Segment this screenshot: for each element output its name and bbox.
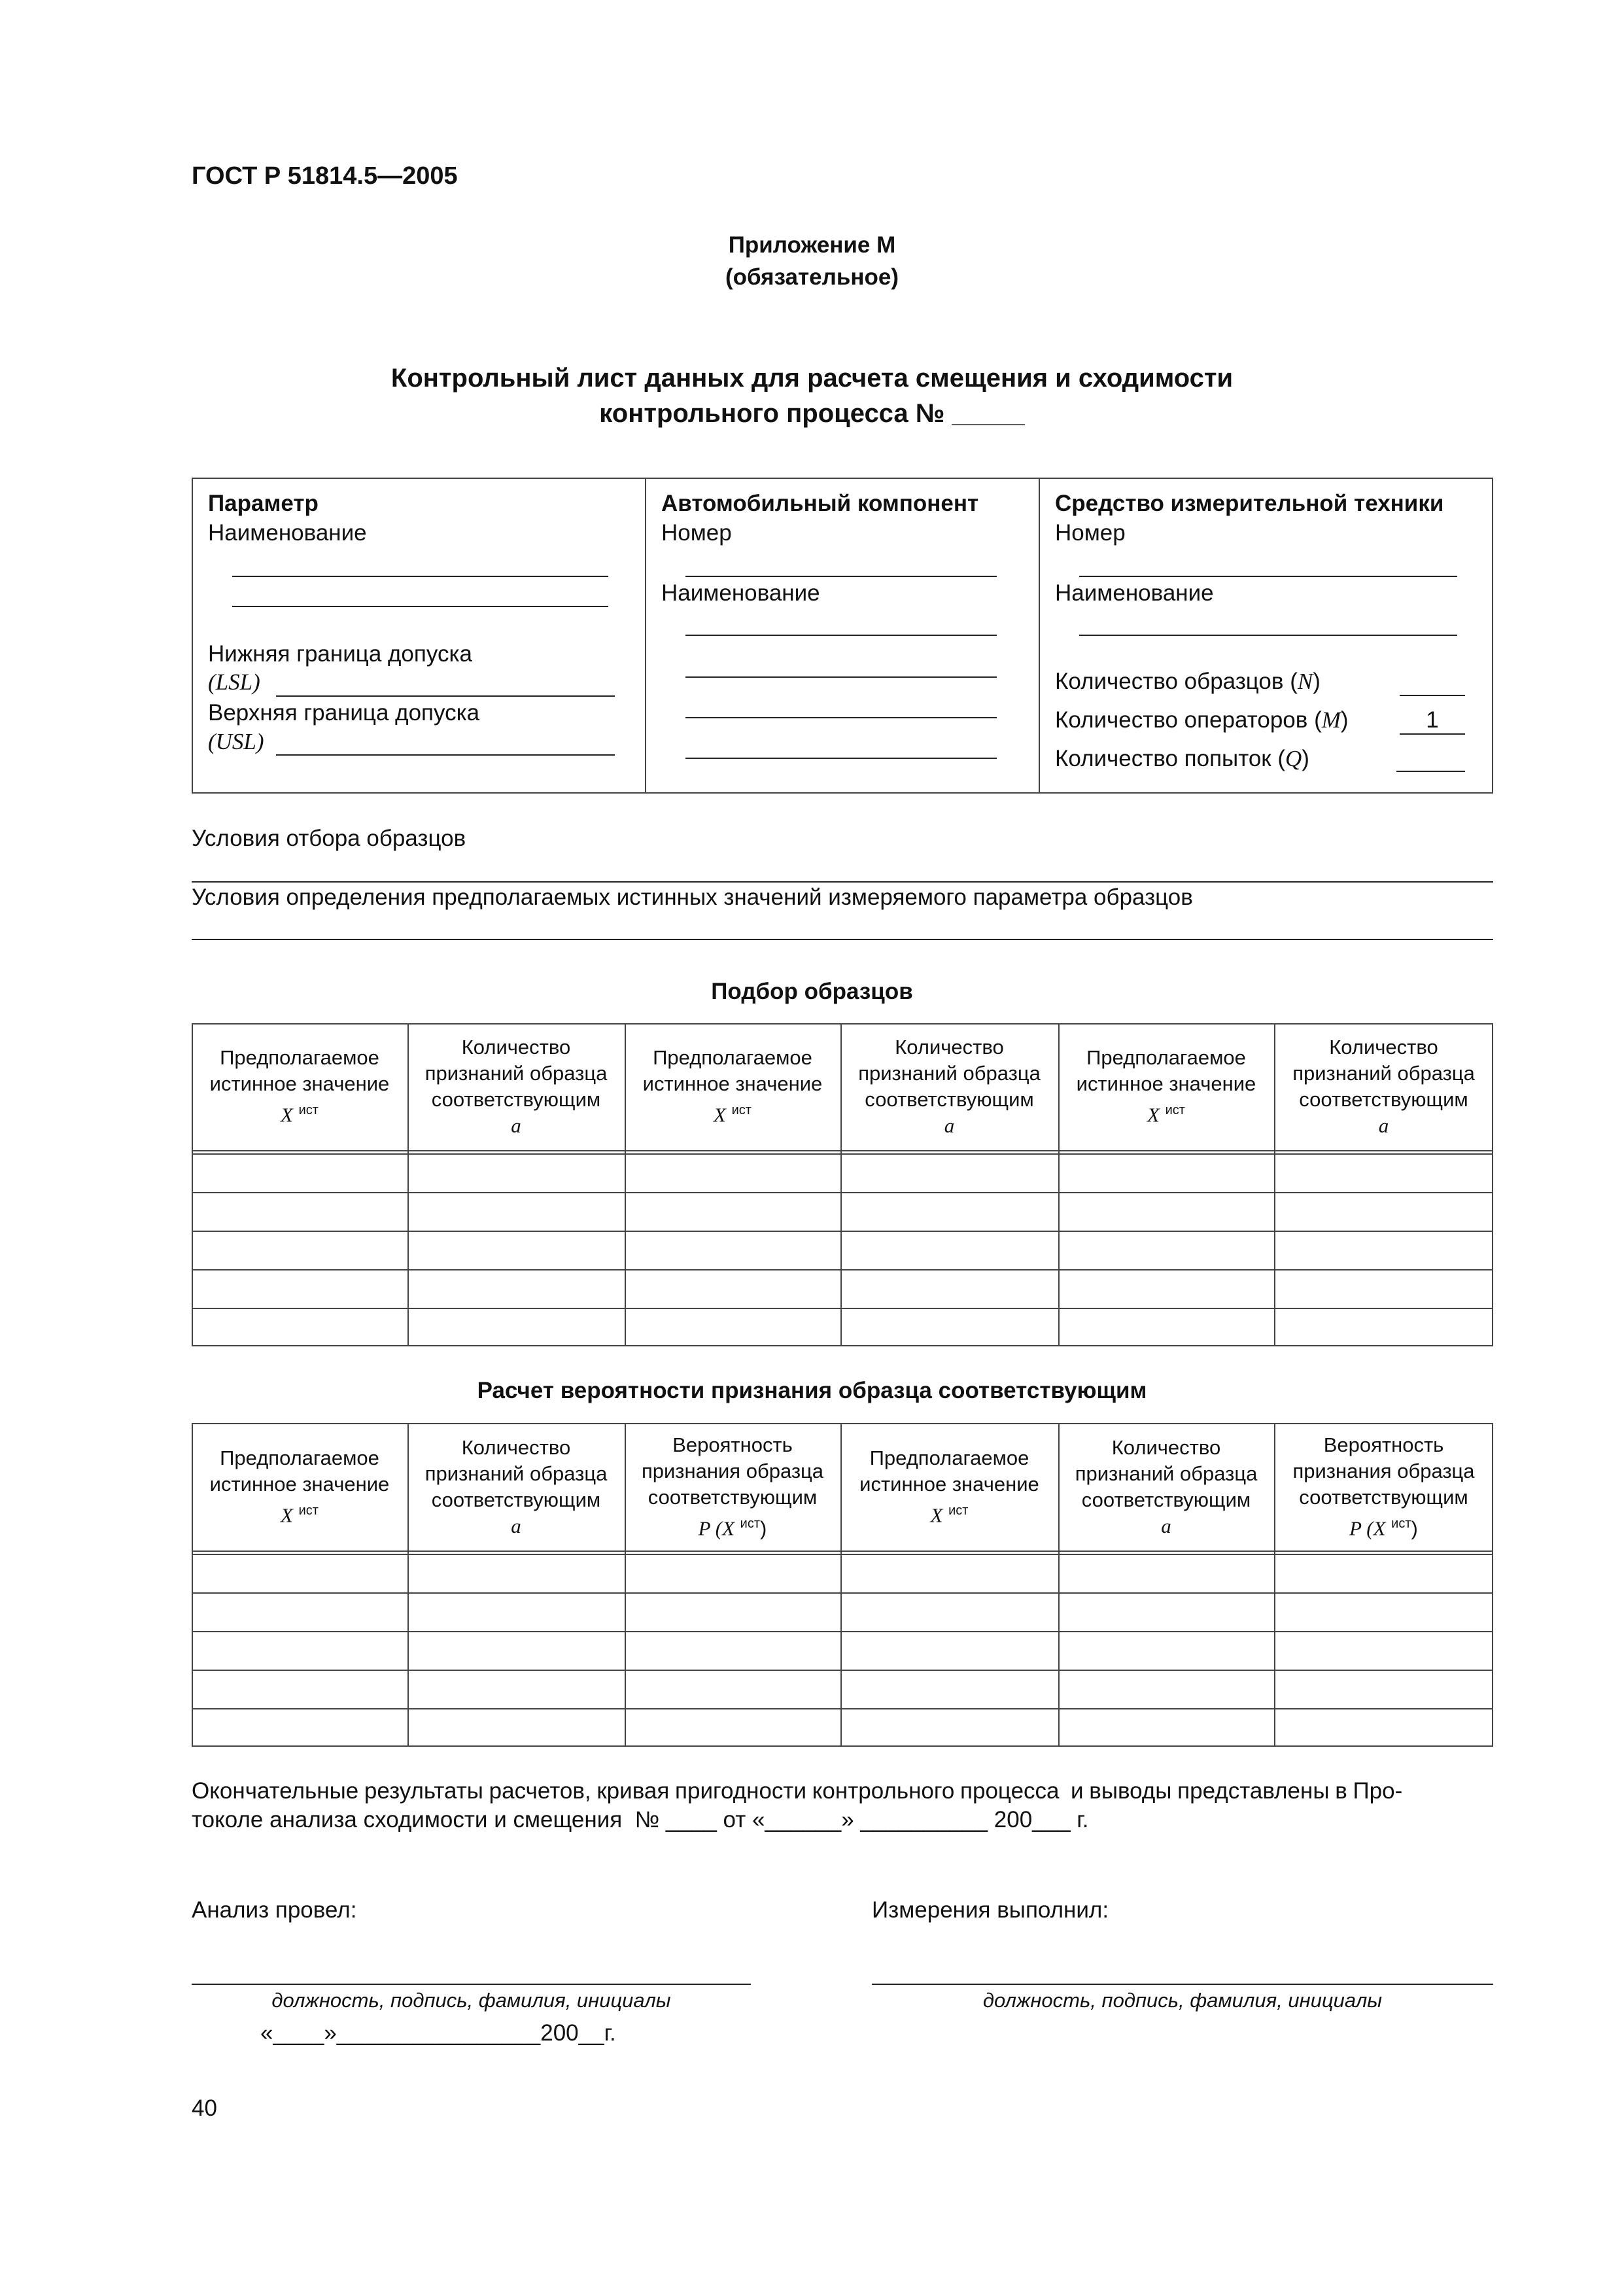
component-name-line[interactable]: [685, 676, 997, 678]
param-heading: Параметр: [208, 491, 319, 516]
probability-table-title: Расчет вероятности признания образца соответствующим: [477, 1378, 1147, 1403]
instrument-name-label: Наименование: [1055, 580, 1214, 606]
header-symbol-letter: P (X: [1349, 1516, 1386, 1540]
lower-limit-label: Нижняя граница допуска: [208, 641, 473, 667]
header-symbol-letter: X: [281, 1503, 293, 1527]
trials-count-field[interactable]: [1396, 771, 1465, 772]
analysis-by-label: Анализ провел:: [192, 1897, 357, 1923]
header-symbol-index: ист: [740, 1516, 761, 1531]
table-data-cell[interactable]: [626, 1555, 839, 1591]
table-data-cell[interactable]: [409, 1155, 623, 1191]
usl-label: (USL): [208, 729, 264, 754]
component-heading: Автомобильный компонент: [661, 491, 979, 516]
header-symbol-index: ист: [298, 1103, 319, 1118]
operators-count-value: 1: [1426, 707, 1439, 733]
header-text-line: истинное значение: [209, 1472, 390, 1496]
table-data-cell[interactable]: [842, 1594, 1057, 1630]
header-text-line: Предполагаемое: [1086, 1046, 1246, 1070]
table-data-cell[interactable]: [842, 1232, 1057, 1268]
header-symbol: [1147, 1097, 1185, 1128]
component-number-label: Номер: [661, 520, 732, 546]
table-data-cell[interactable]: [626, 1671, 839, 1707]
sampling-conditions-line[interactable]: [192, 881, 1493, 883]
header-symbol-index: ист: [948, 1503, 969, 1518]
table-data-cell[interactable]: [626, 1709, 839, 1745]
header-text-line: признаний образца: [424, 1062, 608, 1085]
table-header-cell: [1274, 1023, 1493, 1150]
header-symbol: [511, 1113, 521, 1139]
instrument-number-line[interactable]: [1079, 576, 1457, 577]
analysis-date-line[interactable]: «____»________________200__г.: [260, 2020, 616, 2046]
table-data-cell[interactable]: [1275, 1155, 1492, 1191]
table-data-cell[interactable]: [1275, 1270, 1492, 1306]
header-text-line: соответствующим: [1081, 1488, 1251, 1511]
analysis-signature-line[interactable]: [192, 1984, 751, 1985]
table-data-cell[interactable]: [1060, 1232, 1273, 1268]
table-data-cell[interactable]: [1060, 1594, 1273, 1630]
table-header-cell: [1058, 1423, 1274, 1550]
sampling-conditions-label: Условия отбора образцов: [192, 826, 466, 851]
samples-count-field[interactable]: [1400, 695, 1465, 696]
trials-count-symbol: Q: [1285, 746, 1302, 771]
table-data-cell[interactable]: [1275, 1309, 1492, 1345]
header-text-line: истинное значение: [859, 1472, 1039, 1496]
instrument-name-line[interactable]: [1079, 635, 1457, 636]
header-symbol-close: ): [1411, 1516, 1418, 1540]
samples-count-symbol: N: [1297, 669, 1313, 694]
table-data-cell[interactable]: [842, 1193, 1057, 1229]
table-data-cell[interactable]: [1275, 1232, 1492, 1268]
table-header-cell: [840, 1023, 1058, 1150]
table-data-cell[interactable]: [193, 1232, 406, 1268]
table-data-cell[interactable]: [842, 1671, 1057, 1707]
table-data-cell[interactable]: [626, 1193, 839, 1229]
header-symbol: [1349, 1511, 1418, 1541]
samples-count-label: [1055, 669, 1321, 695]
table-data-cell[interactable]: [626, 1632, 839, 1668]
table-data-cell[interactable]: [193, 1671, 406, 1707]
header-text-line: соответствующим: [865, 1088, 1034, 1111]
operators-count-close: ): [1340, 707, 1349, 733]
header-symbol-letter: a: [944, 1114, 955, 1137]
header-symbol: [931, 1498, 969, 1528]
trials-count-label: [1055, 746, 1309, 772]
header-text-line: истинное значение: [1076, 1072, 1256, 1096]
header-text-line: Предполагаемое: [220, 1046, 379, 1070]
table-data-cell[interactable]: [409, 1709, 623, 1745]
table-data-cell[interactable]: [193, 1555, 406, 1591]
header-text-line: Количество: [461, 1036, 571, 1059]
table-data-cell[interactable]: [409, 1193, 623, 1229]
header-symbol-letter: a: [1161, 1514, 1171, 1537]
table-data-cell[interactable]: [193, 1155, 406, 1191]
header-symbol-letter: X: [281, 1103, 293, 1127]
table-data-cell[interactable]: [193, 1594, 406, 1630]
header-text-line: Количество: [461, 1435, 571, 1459]
trials-count-text: Количество попыток (: [1055, 746, 1285, 771]
table-data-cell[interactable]: [626, 1155, 839, 1191]
header-text-line: Вероятность: [1323, 1433, 1444, 1456]
table-data-cell[interactable]: [193, 1270, 406, 1306]
table-data-cell[interactable]: [1275, 1632, 1492, 1668]
header-text-line: признаний образца: [1292, 1062, 1475, 1085]
table-data-cell[interactable]: [842, 1632, 1057, 1668]
component-number-line[interactable]: [685, 576, 997, 577]
table-header-cell: [625, 1023, 840, 1150]
instrument-number-label: Номер: [1055, 520, 1126, 546]
table-header-cell: [192, 1423, 407, 1550]
table-data-cell[interactable]: [626, 1594, 839, 1630]
operators-count-field[interactable]: [1400, 733, 1465, 735]
table-data-cell[interactable]: [1275, 1193, 1492, 1229]
component-name-line[interactable]: [685, 717, 997, 718]
table-data-cell[interactable]: [842, 1155, 1057, 1191]
table-data-cell[interactable]: [1060, 1309, 1273, 1345]
table-data-cell[interactable]: [842, 1270, 1057, 1306]
operators-count-symbol: M: [1321, 707, 1341, 733]
table-data-cell[interactable]: [1275, 1671, 1492, 1707]
header-symbol-letter: X: [1147, 1103, 1160, 1127]
header-symbol-letter: X: [930, 1503, 943, 1527]
table-data-cell[interactable]: [1275, 1709, 1492, 1745]
info-table-divider: [645, 478, 646, 794]
table-data-cell[interactable]: [409, 1555, 623, 1591]
header-text-line: признаний образца: [424, 1462, 608, 1485]
appendix-status: (обязательное): [725, 264, 899, 290]
table-header-rule: [192, 1150, 1493, 1151]
document-code: ГОСТ Р 51814.5—2005: [192, 162, 458, 190]
info-table-divider: [1039, 478, 1040, 794]
table-data-cell[interactable]: [1060, 1671, 1273, 1707]
table-header-rule: [192, 1550, 1493, 1552]
header-symbol-index: ист: [1165, 1103, 1185, 1118]
header-symbol-index: ист: [298, 1503, 319, 1518]
header-symbol-index: ист: [1391, 1516, 1411, 1531]
table-data-cell[interactable]: [193, 1309, 406, 1345]
param-name-line[interactable]: [232, 576, 608, 577]
table-data-cell[interactable]: [409, 1671, 623, 1707]
table-header-cell: [407, 1023, 625, 1150]
table-data-cell[interactable]: [842, 1709, 1057, 1745]
header-symbol-letter: X: [714, 1103, 726, 1127]
header-text-line: соответствующим: [431, 1088, 601, 1111]
header-symbol: [944, 1113, 955, 1139]
header-symbol: [1379, 1113, 1389, 1139]
header-text-line: истинное значение: [642, 1072, 823, 1096]
true-values-conditions-line[interactable]: [192, 939, 1493, 940]
header-symbol-letter: a: [1378, 1114, 1389, 1137]
table-data-cell[interactable]: [1060, 1632, 1273, 1668]
header-text-line: Предполагаемое: [220, 1446, 379, 1469]
header-text-line: Количество: [895, 1036, 1004, 1059]
table-header-cell: [192, 1023, 407, 1150]
table-data-cell[interactable]: [193, 1709, 406, 1745]
table-data-cell[interactable]: [842, 1555, 1057, 1591]
header-text-line: соответствующим: [431, 1488, 601, 1511]
header-symbol: [281, 1498, 319, 1528]
header-text-line: соответствующим: [1299, 1088, 1468, 1111]
lsl-label: (LSL): [208, 669, 260, 695]
table-data-cell[interactable]: [193, 1193, 406, 1229]
table-data-cell[interactable]: [1275, 1594, 1492, 1630]
page-title-line2: контрольного процесса № _____: [599, 399, 1025, 428]
component-name-line[interactable]: [685, 635, 997, 636]
table-data-cell[interactable]: [1060, 1555, 1273, 1591]
measured-signature-caption: должность, подпись, фамилия, инициалы: [982, 1989, 1383, 2012]
table-header-cell: [1274, 1423, 1493, 1550]
table-data-cell[interactable]: [409, 1594, 623, 1630]
header-symbol-letter: a: [511, 1514, 521, 1537]
header-symbol: [281, 1097, 319, 1128]
measured-signature-line[interactable]: [872, 1984, 1493, 1985]
analysis-signature-caption: должность, подпись, фамилия, инициалы: [271, 1989, 671, 2012]
header-symbol: [699, 1511, 767, 1541]
table-data-cell[interactable]: [626, 1270, 839, 1306]
table-header-cell: [1058, 1023, 1274, 1150]
header-text-line: признаний образца: [1075, 1462, 1258, 1485]
component-name-label: Наименование: [661, 580, 820, 606]
table-header-cell: [407, 1423, 625, 1550]
header-symbol-close: ): [760, 1516, 767, 1540]
param-name-label: Наименование: [208, 520, 367, 546]
table-data-cell[interactable]: [409, 1232, 623, 1268]
operators-count-label: [1055, 707, 1349, 733]
param-name-line[interactable]: [232, 606, 608, 607]
usl-field[interactable]: [276, 754, 615, 756]
header-symbol: [511, 1513, 521, 1539]
final-results-line2: токоле анализа сходимости и смещения № ____ от «______» __________ 200___ г.: [192, 1807, 1089, 1832]
final-results-line1: Окончательные результаты расчетов, кривая пригодности контрольного процесса и выводы представлены в Про-: [192, 1778, 1403, 1804]
header-text-line: Вероятность: [672, 1433, 793, 1456]
table-data-cell[interactable]: [1060, 1709, 1273, 1745]
instrument-heading: Средство измерительной техники: [1055, 491, 1444, 516]
header-symbol: [1161, 1513, 1171, 1539]
header-text-line: признания образца: [1292, 1459, 1475, 1482]
selection-table-title: Подбор образцов: [711, 979, 913, 1004]
table-data-cell[interactable]: [1060, 1155, 1273, 1191]
component-name-line[interactable]: [685, 758, 997, 759]
table-data-cell[interactable]: [409, 1309, 623, 1345]
table-data-cell[interactable]: [193, 1632, 406, 1668]
header-text-line: истинное значение: [209, 1072, 390, 1096]
samples-count-text: Количество образцов (: [1055, 669, 1298, 694]
table-data-cell[interactable]: [842, 1309, 1057, 1345]
header-text-line: соответствующим: [1299, 1485, 1468, 1509]
samples-count-close: ): [1313, 669, 1321, 694]
table-data-cell[interactable]: [626, 1309, 839, 1345]
page-number: 40: [192, 2095, 217, 2121]
table-header-cell: [840, 1423, 1058, 1550]
measured-by-label: Измерения выполнил:: [872, 1897, 1109, 1923]
table-data-cell[interactable]: [409, 1632, 623, 1668]
header-text-line: Предполагаемое: [869, 1446, 1029, 1469]
appendix-title: Приложение М: [728, 232, 896, 258]
header-symbol: [714, 1097, 752, 1128]
table-data-cell[interactable]: [1275, 1555, 1492, 1591]
trials-count-close: ): [1302, 746, 1309, 771]
header-text-line: Предполагаемое: [653, 1046, 812, 1070]
lsl-field[interactable]: [276, 695, 615, 697]
header-text-line: признания образца: [641, 1459, 824, 1482]
page-title-line1: Контрольный лист данных для расчета смещения и сходимости: [390, 364, 1234, 393]
table-data-cell[interactable]: [1060, 1270, 1273, 1306]
table-data-cell[interactable]: [1060, 1193, 1273, 1229]
table-data-cell[interactable]: [626, 1232, 839, 1268]
upper-limit-label: Верхняя граница допуска: [208, 700, 480, 726]
header-text-line: признаний образца: [858, 1062, 1041, 1085]
header-text-line: Количество: [1111, 1435, 1221, 1459]
header-symbol-letter: a: [511, 1114, 521, 1137]
header-symbol-index: ист: [731, 1103, 752, 1118]
header-symbol-letter: P (X: [698, 1516, 735, 1540]
table-header-cell: [625, 1423, 840, 1550]
header-text-line: Количество: [1329, 1036, 1438, 1059]
true-values-conditions-label: Условия определения предполагаемых истинных значений измеряемого параметра образцов: [192, 885, 1193, 910]
operators-count-text: Количество операторов (: [1055, 707, 1322, 733]
table-data-cell[interactable]: [409, 1270, 623, 1306]
header-text-line: соответствующим: [648, 1485, 818, 1509]
